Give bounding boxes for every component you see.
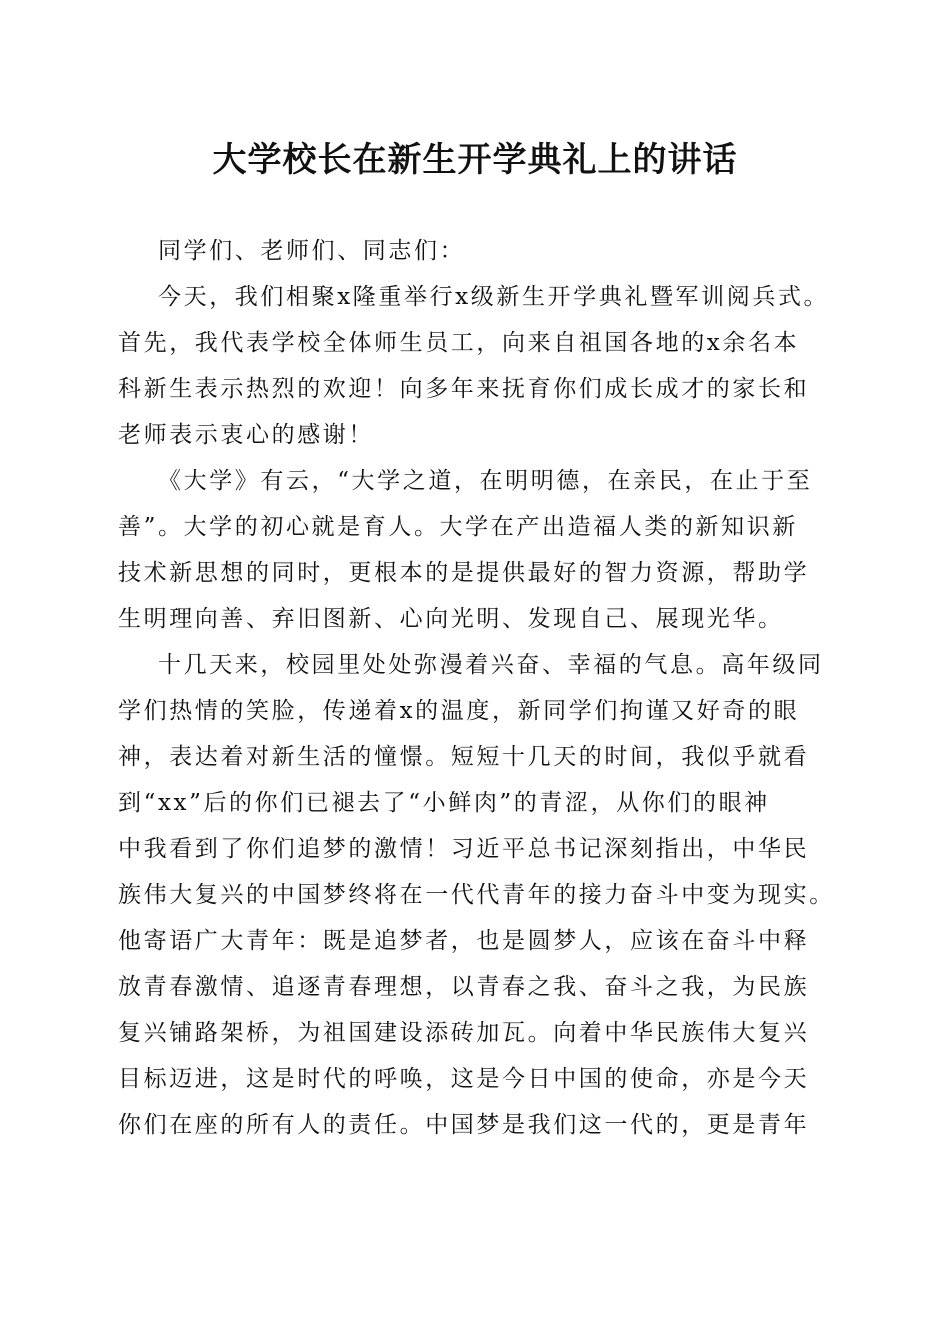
paragraph-line: 神，表达着对新生活的憧憬。短短十几天的时间，我似乎就看: [118, 744, 810, 770]
paragraph-line: 今天，我们相聚x隆重举行x级新生开学典礼暨军训阅兵式。: [158, 284, 830, 310]
speech-body: [118, 228, 838, 1148]
paragraph-line: 族伟大复兴的中国梦终将在一代代青年的接力奋斗中变为现实。: [118, 882, 835, 908]
paragraph-line: 十几天来，校园里处处弥漫着兴奋、幸福的气息。高年级同: [158, 652, 824, 678]
paragraph-line: 学们热情的笑脸，传递着x的温度，新同学们拘谨又好奇的眼: [118, 698, 800, 724]
paragraph-line: 复兴铺路架桥，为祖国建设添砖加瓦。向着中华民族伟大复兴: [118, 1020, 810, 1046]
paragraph-line: 到“xx”后的你们已褪去了“小鲜肉”的青涩，从你们的眼神: [118, 790, 770, 816]
paragraph-line: 善”。大学的初心就是育人。大学在产出造福人类的新知识新: [118, 514, 798, 540]
paragraph-line: 目标迈进，这是时代的呼唤，这是今日中国的使命，亦是今天: [118, 1066, 810, 1092]
paragraph-line: 技术新思想的同时，更根本的是提供最好的智力资源，帮助学: [118, 560, 810, 586]
paragraph-line: 老师表示衷心的感谢！: [118, 422, 374, 448]
paragraph-line: 中我看到了你们追梦的激情！习近平总书记深刻指出，中华民: [118, 836, 810, 862]
paragraph-line: 放青春激情、追逐青春理想，以青春之我、奋斗之我，为民族: [118, 974, 810, 1000]
paragraph-line: 科新生表示热烈的欢迎！向多年来抚育你们成长成才的家长和: [118, 376, 810, 402]
salutation-line: 同学们、老师们、同志们：: [158, 238, 466, 264]
paragraph-line: 他寄语广大青年：既是追梦者，也是圆梦人，应该在奋斗中释: [118, 928, 810, 954]
paragraph-line: 你们在座的所有人的责任。中国梦是我们这一代的，更是青年: [118, 1112, 810, 1138]
paragraph-line: 生明理向善、弃旧图新、心向光明、发现自己、展现光华。: [118, 606, 784, 632]
paragraph-line: 首先，我代表学校全体师生员工，向来自祖国各地的x余名本: [118, 330, 800, 356]
paragraph-line: 《大学》有云，“大学之道，在明明德，在亲民，在止于至: [158, 468, 813, 494]
page-title: 大学校长在新生开学典礼上的讲话: [212, 140, 738, 180]
